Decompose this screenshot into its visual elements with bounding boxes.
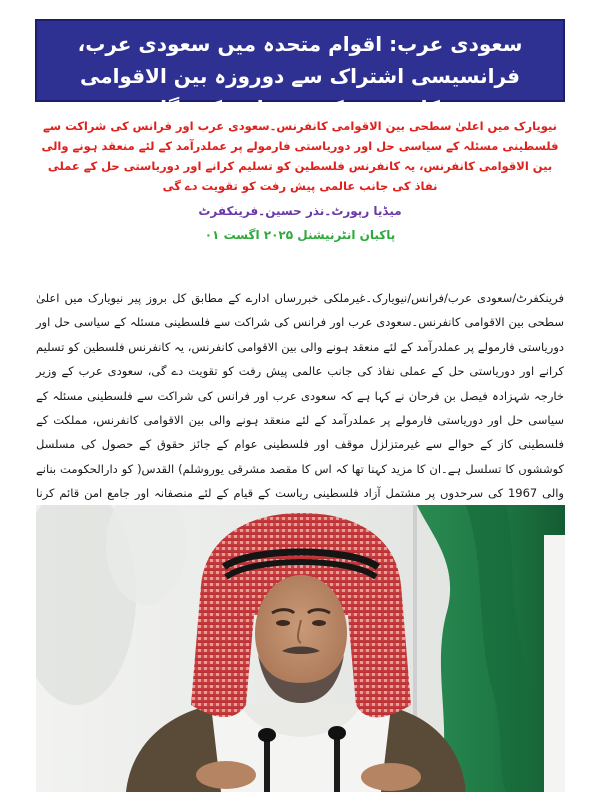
minister-photo <box>36 505 565 792</box>
article-byline: میڈیا رپورٹ۔نذر حسین۔فرینکفرٹ <box>198 204 402 218</box>
summary-text: نیویارک میں اعلیٰ سطحی بین الاقوامی کانفرنس۔سعودی عرب اور فرانس کی شراکت سے فلسطینی مسئلہ کے سیاسی حل اور دوریاستی فارمولے پر عملدرآمد کے لئے منعقد ہونے والی بین الاقوامی کانفرنس، یہ کانفرنس فلسطین کو تسلیم کرانے اور دوریاستی حل کے عملی نفاذ کی جانب عالمی پیش رفت کو تقویت دے گی <box>41 119 559 193</box>
article-dateline: پاکبان انٹرنیشنل ۲۰۲۵ اگست ۰۱ <box>204 228 396 242</box>
article-headline: سعودی عرب: اقوام متحدہ میں سعودی عرب، فرانسیسی اشتراک سے دوروزہ بین الاقوامی کانفرنس کی میزبانی کرے گا <box>35 19 565 102</box>
article-summary <box>36 116 564 196</box>
article-body <box>36 286 564 530</box>
body-paragraph: فرینکفرٹ/سعودی عرب/فرانس/نیویارک۔غیرملکی خبررساں ادارے کے مطابق کل بروز پیر نیویارک میں اعلیٰ سطحی بین الاقوامی کانفرنس۔سعودی عرب اور فرانس کی شراکت سے فلسطینی مسئلہ کے سیاسی حل اور دوریاستی فارمولے پر عملدرآمد کے لئے منعقد ہونے والی بین الاقوامی کانفرنس، یہ کانفرنس فلسطین کو تسلیم کرانے اور دوریاستی حل کے عملی نفاذ کی جانب عالمی پیش رفت کو تقویت دے گی، سعودی عرب کے وزیر خارجہ شہزادہ فیصل بن فرحان نے کہا ہے کہ سعودی عرب اور فرانس کی شراکت سے فلسطینی مسئلہ کے سیاسی حل اور دوریاستی فارمولے پر عملدرآمد کے لئے منعقد ہونے والی بین الاقوامی کانفرنس، مملکت کے فلسطینی کاز کے حوالے سے غیرمتزلزل موقف اور فلسطینی عوام کے جائز حقوق کے حصول کی مسلسل کوششوں کا تسلسل ہے۔ان کا مزید کہنا تھا کہ اس کا مقصد مشرقی یوروشلم) القدس( کو دارالحکومت بنانے والی 1967 کی سرحدوں پر مشتمل آزاد فلسطینی ریاست کے قیام کے لئے منصفانہ اور جامع امن قائم کرنا <box>36 291 564 501</box>
article-photo <box>36 505 565 792</box>
